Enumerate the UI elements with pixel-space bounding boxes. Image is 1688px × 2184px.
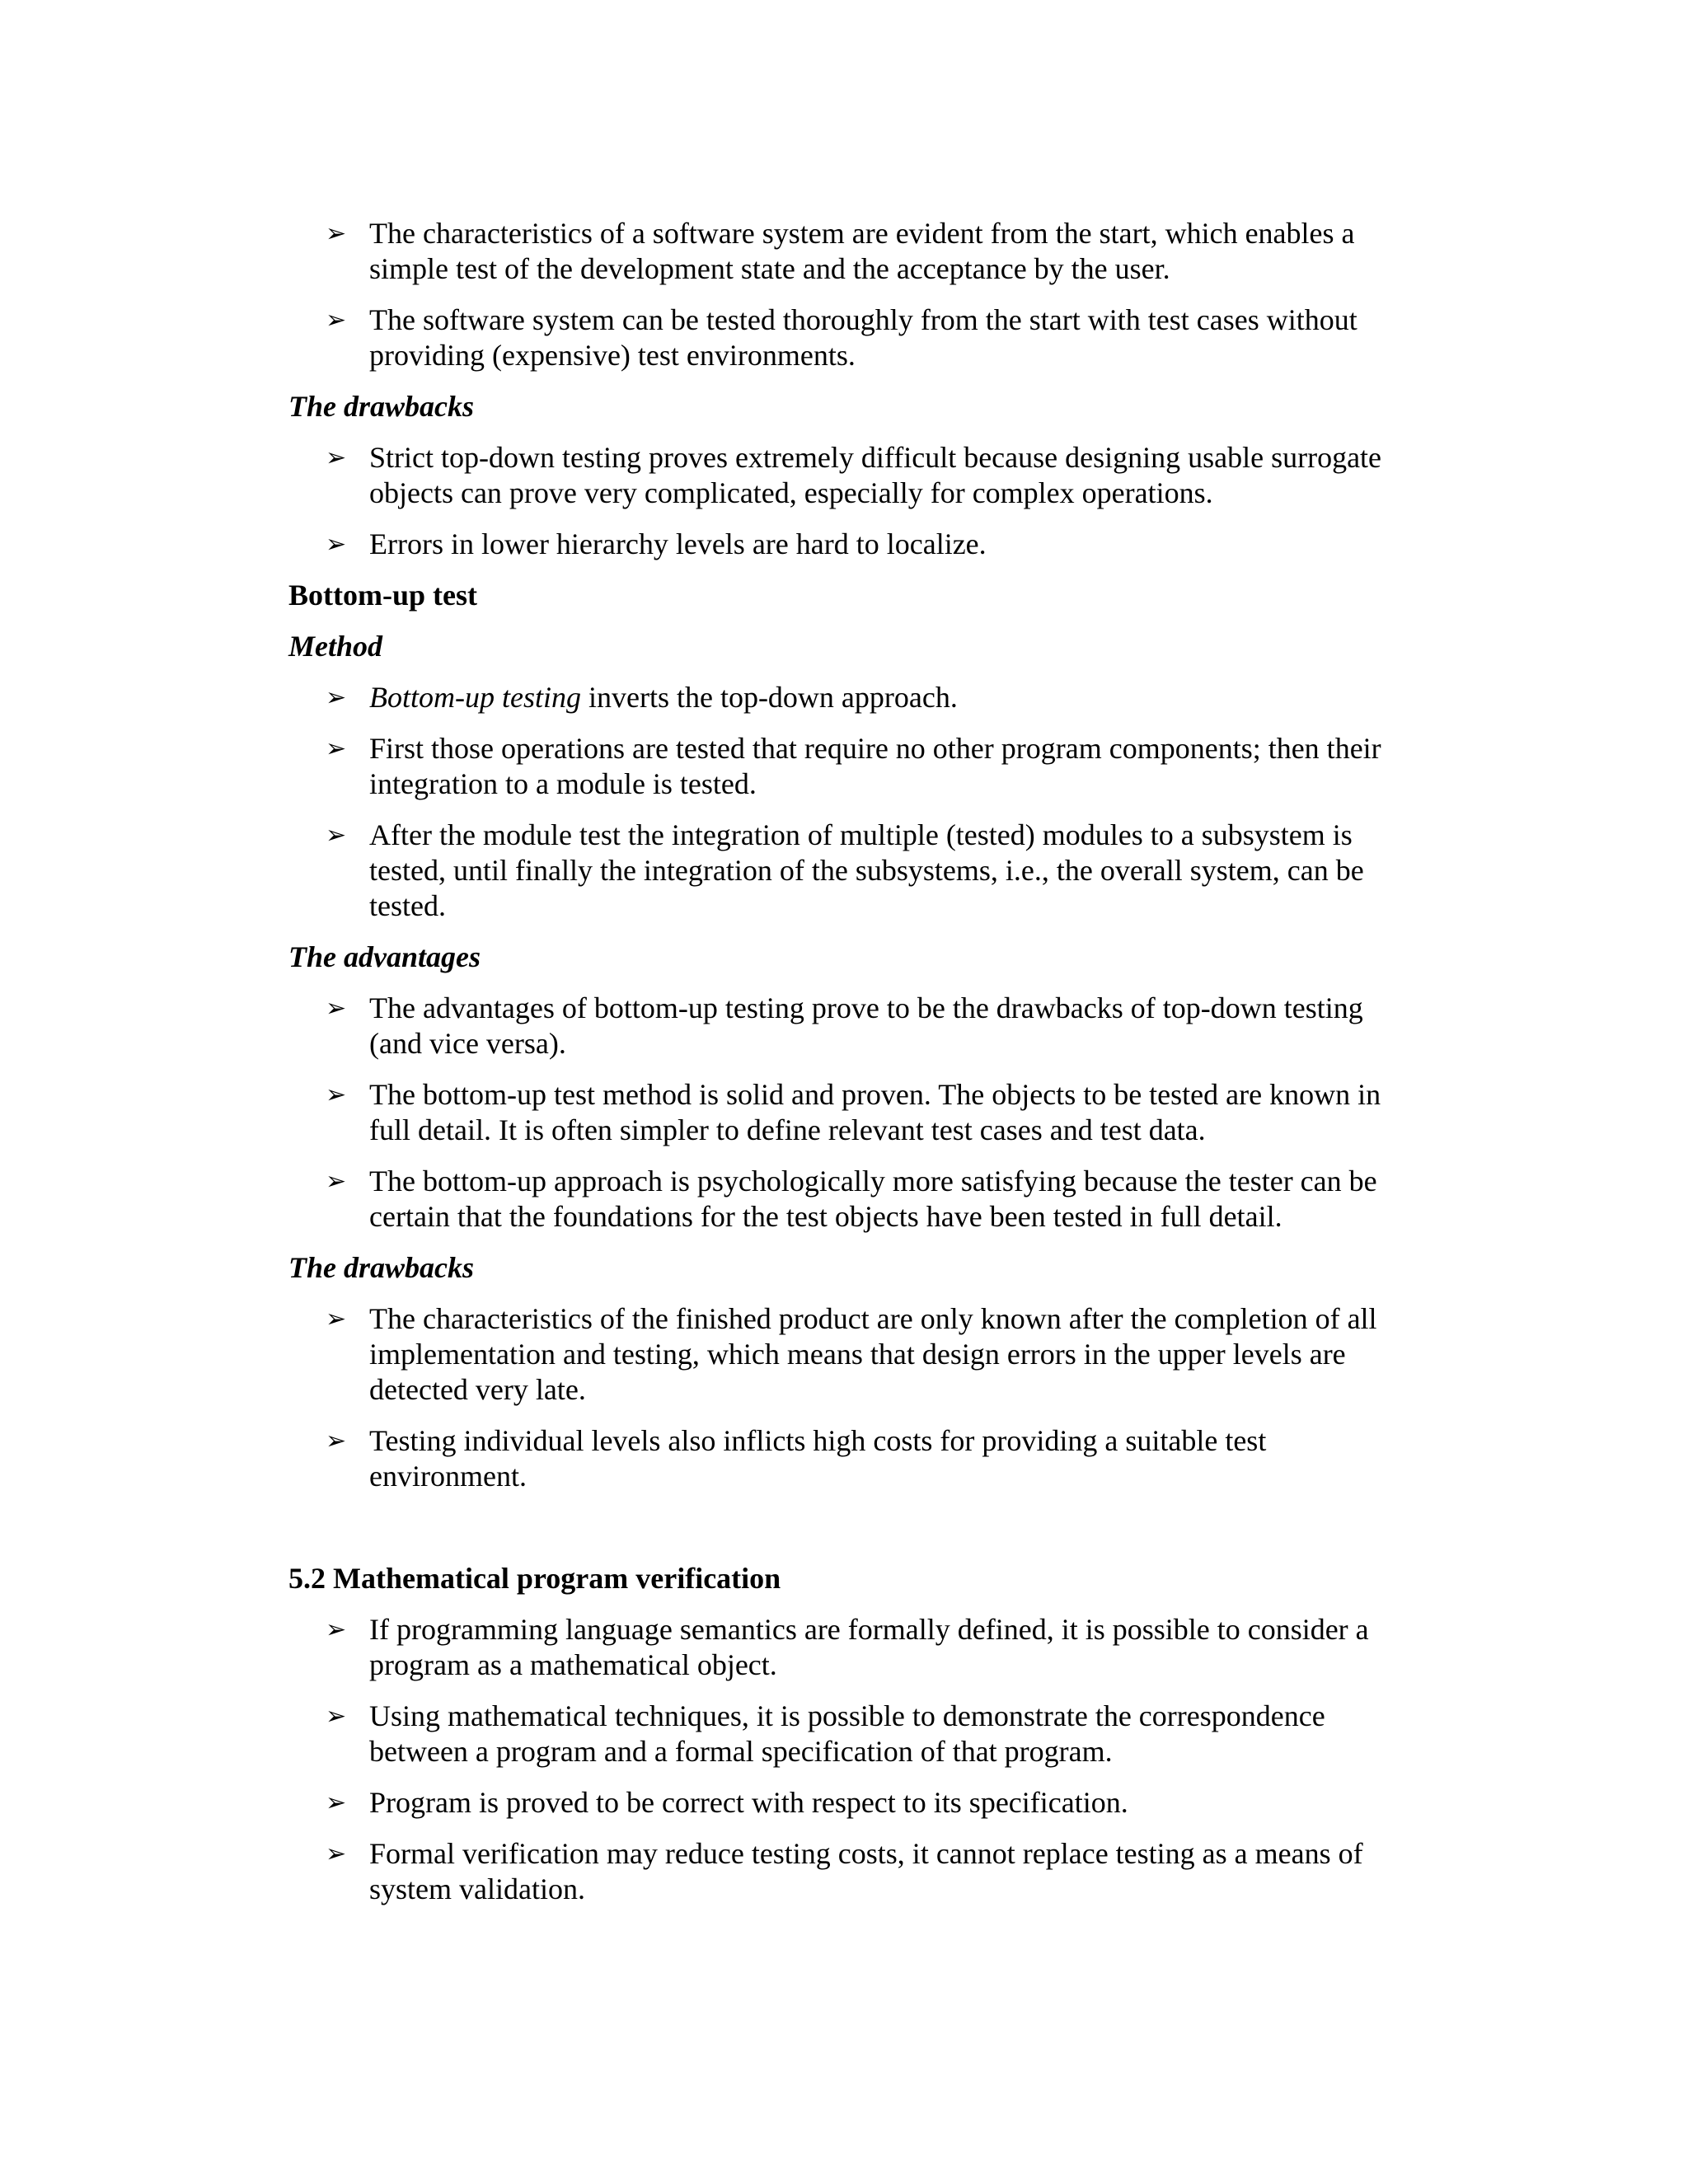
bullet-item — [288, 302, 1393, 373]
arrowhead-bullet-icon: ➢ — [326, 821, 347, 850]
arrowhead-bullet-icon: ➢ — [326, 443, 347, 472]
bullet-text: If programming language semantics are formally defined, it is possible to consider a program as a mathematical object. — [369, 1613, 1369, 1681]
bullet-text: The characteristics of a software system are evident from the start, which enables a simple test of the development state and the acceptance by the user. — [369, 217, 1355, 285]
bullet-text-rest: inverts the top-down approach. — [580, 681, 958, 714]
bullet-item — [288, 1612, 1393, 1683]
arrowhead-bullet-icon: ➢ — [326, 1167, 347, 1196]
arrowhead-bullet-icon: ➢ — [326, 306, 347, 335]
section-heading: Bottom-up test — [288, 579, 477, 612]
bullet-text: The bottom-up test method is solid and proven. The objects to be tested are known in full detail. It is often simpler to define relevant test cases and test data. — [369, 1078, 1381, 1146]
bullet-text: After the module test the integration of multiple (tested) modules to a subsystem is tested, until finally the integration of the subsystems, i.e., the overall system, can be tested. — [369, 818, 1364, 922]
subsection-heading: The advantages — [288, 940, 481, 973]
subsection-heading: Method — [288, 630, 383, 663]
bullet-item — [288, 818, 1393, 924]
arrowhead-bullet-icon: ➢ — [326, 1427, 347, 1455]
bullet-item — [288, 1785, 1393, 1821]
bullet-text: The advantages of bottom-up testing prove to be the drawbacks of top-down testing (and vice versa). — [369, 991, 1363, 1060]
arrowhead-bullet-icon: ➢ — [326, 683, 347, 712]
bullet-item — [288, 1164, 1393, 1235]
subsection-heading: The drawbacks — [288, 1251, 474, 1284]
bullet-item — [288, 1836, 1393, 1907]
arrowhead-bullet-icon: ➢ — [326, 1615, 347, 1644]
bullet-item — [288, 680, 1393, 715]
arrowhead-bullet-icon: ➢ — [326, 994, 347, 1023]
subsection-heading: The drawbacks — [288, 390, 474, 423]
bullet-item — [288, 1077, 1393, 1148]
bullet-text: Formal verification may reduce testing costs, it cannot replace testing as a means of system validation. — [369, 1837, 1363, 1905]
emphasized-term: Bottom-up testing — [369, 681, 581, 714]
arrowhead-bullet-icon: ➢ — [326, 530, 347, 559]
bullet-item — [288, 527, 1393, 562]
arrowhead-bullet-icon: ➢ — [326, 1305, 347, 1333]
bullet-item — [288, 1423, 1393, 1494]
arrowhead-bullet-icon: ➢ — [326, 1788, 347, 1817]
bullet-text: The bottom-up approach is psychologically more satisfying because the tester can be certain that the foundations for the test objects have been tested in full detail. — [369, 1165, 1377, 1233]
bullet-text: Strict top-down testing proves extremely difficult because designing usable surrogate objects can prove very complicated, especially for complex operations. — [369, 441, 1382, 509]
bullet-text: Testing individual levels also inflicts high costs for providing a suitable test environment. — [369, 1424, 1267, 1493]
document-page — [288, 216, 1393, 1923]
bullet-text: The software system can be tested thoroughly from the start with test cases without providing (expensive) test environments. — [369, 303, 1357, 372]
arrowhead-bullet-icon: ➢ — [326, 1840, 347, 1868]
bullet-text: Program is proved to be correct with respect to its specification. — [369, 1786, 1128, 1819]
bullet-text: Errors in lower hierarchy levels are hard to localize. — [369, 527, 987, 560]
bullet-item — [288, 731, 1393, 802]
arrowhead-bullet-icon: ➢ — [326, 219, 347, 248]
section-heading: 5.2 Mathematical program verification — [288, 1562, 781, 1595]
arrowhead-bullet-icon: ➢ — [326, 1702, 347, 1731]
bullet-item — [288, 1699, 1393, 1769]
bullet-text: Using mathematical techniques, it is possible to demonstrate the correspondence between a program and a formal specification of that program. — [369, 1699, 1325, 1768]
arrowhead-bullet-icon: ➢ — [326, 1080, 347, 1109]
bullet-text: The characteristics of the finished product are only known after the completion of all implementation and testing, which means that design errors in the upper levels are detected very late. — [369, 1302, 1377, 1406]
section-spacer — [288, 1510, 1393, 1561]
bullet-text — [369, 680, 1393, 715]
bullet-item — [288, 991, 1393, 1062]
bullet-text: First those operations are tested that require no other program components; then their integration to a module is tested. — [369, 732, 1381, 800]
bullet-item — [288, 1301, 1393, 1408]
arrowhead-bullet-icon: ➢ — [326, 734, 347, 763]
bullet-item — [288, 216, 1393, 287]
bullet-item — [288, 440, 1393, 511]
